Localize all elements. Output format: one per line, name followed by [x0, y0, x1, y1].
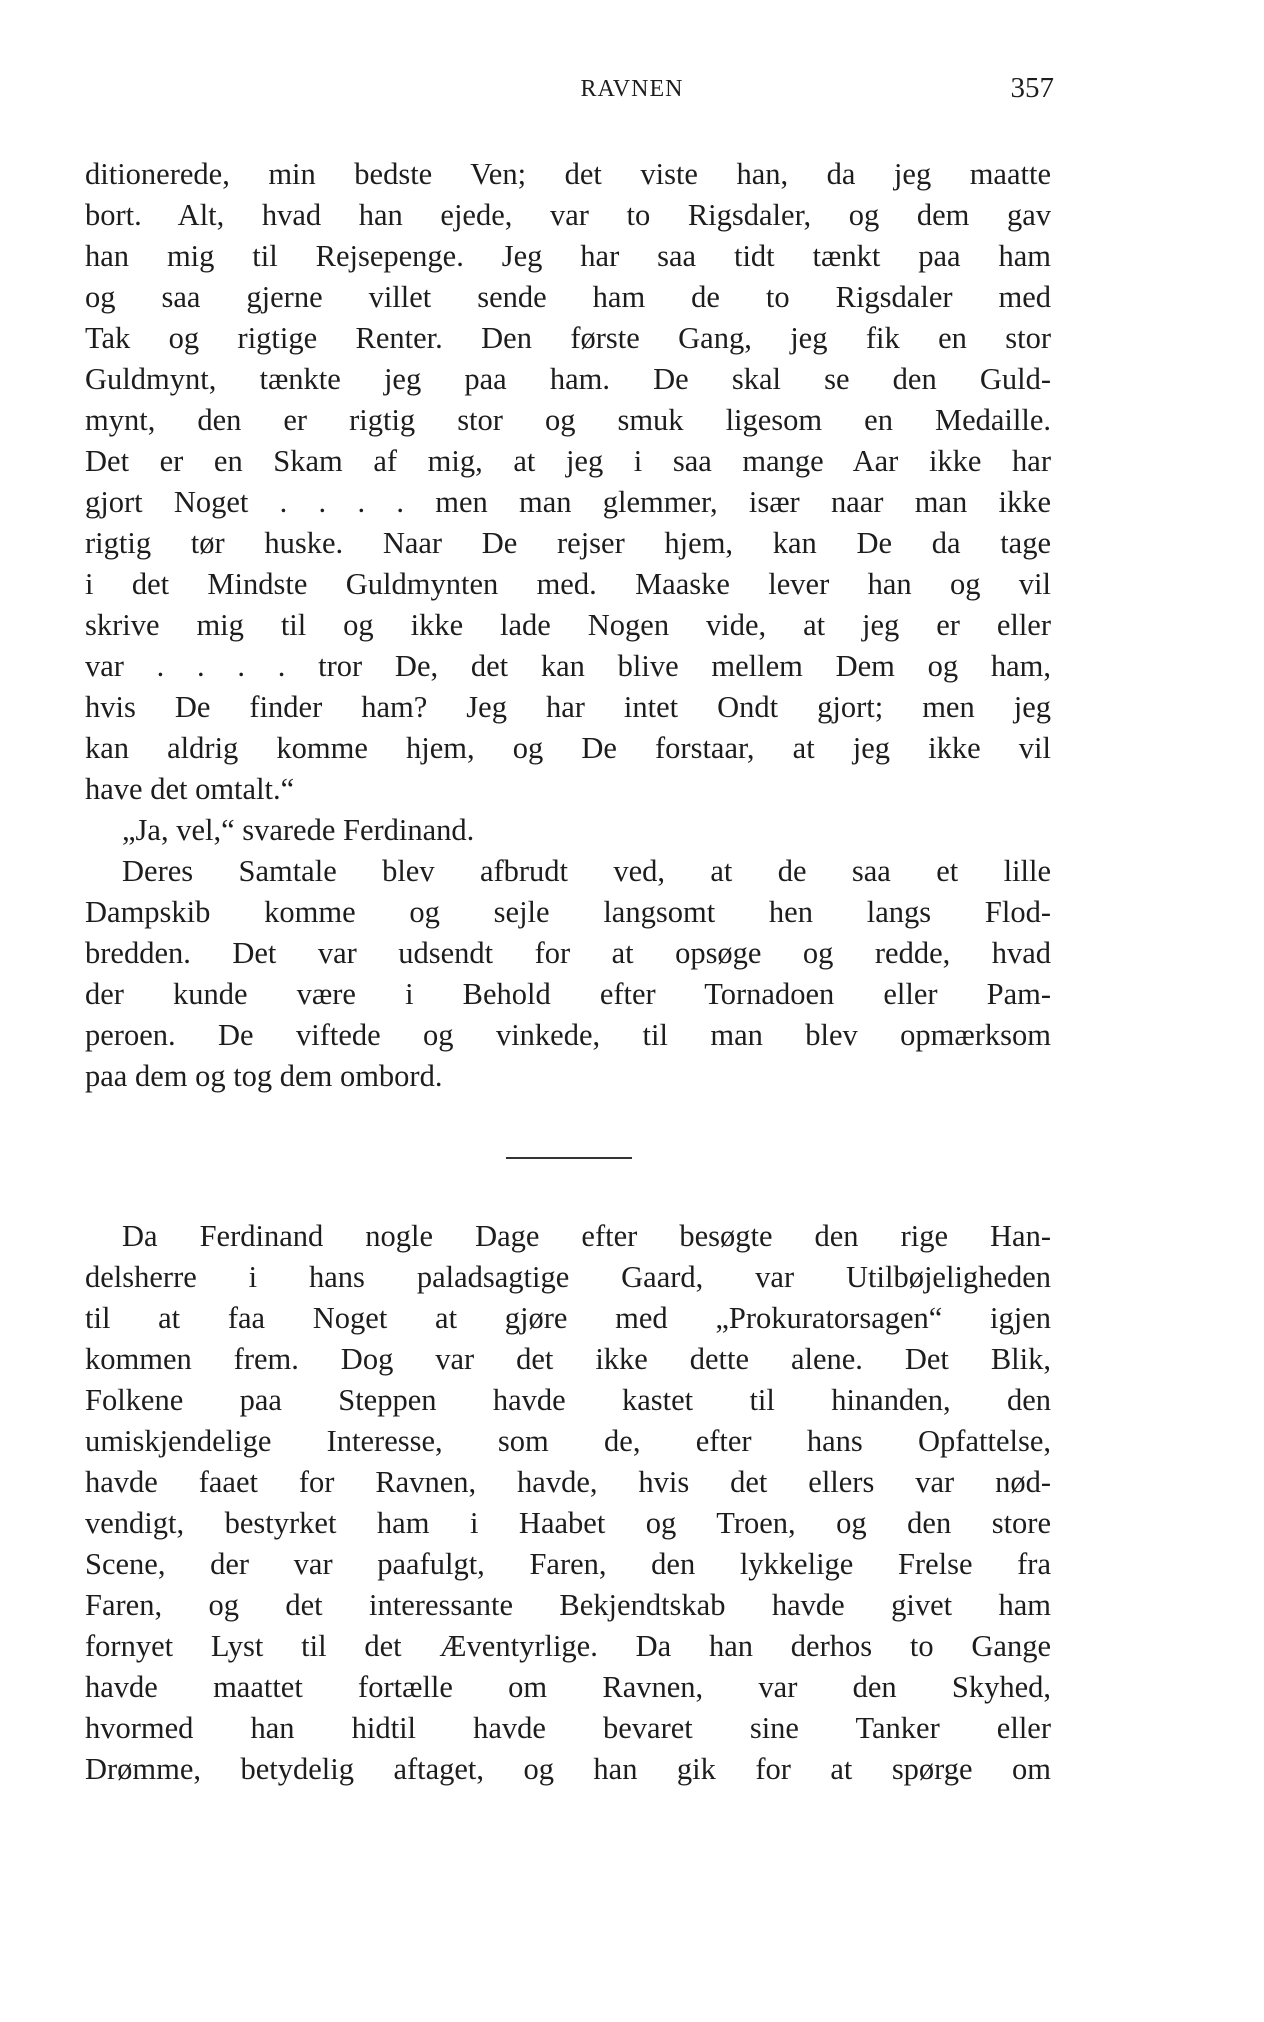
text-line: rigtig tør huske. Naar De rejser hjem, kan De da tage [85, 526, 1051, 560]
text-line: Scene, der var paafulgt, Faren, den lykkelige Frelse fra [85, 1547, 1051, 1581]
text-line: Tak og rigtige Renter. Den første Gang, jeg fik en stor [85, 321, 1051, 355]
text-line: der kunde være i Behold efter Tornadoen eller Pam- [85, 977, 1051, 1011]
text-line: var . . . . tror De, det kan blive mellem Dem og ham, [85, 649, 1051, 683]
text-line: vendigt, bestyrket ham i Haabet og Troen, og den store [85, 1506, 1051, 1540]
text-line: Deres Samtale blev afbrudt ved, at de saa et lille [122, 854, 1051, 888]
text-line: umiskjendelige Interesse, som de, efter hans Opfattelse, [85, 1424, 1051, 1458]
text-line: han mig til Rejsepenge. Jeg har saa tidt tænkt paa ham [85, 239, 1051, 273]
text-line: „Ja, vel,“ svarede Ferdinand. [122, 813, 475, 847]
text-line: i det Mindste Guldmynten med. Maaske lever han og vil [85, 567, 1051, 601]
text-line: Da Ferdinand nogle Dage efter besøgte den rige Han- [122, 1219, 1051, 1253]
text-line: Dampskib komme og sejle langsomt hen langs Flod- [85, 895, 1051, 929]
section-divider [506, 1157, 632, 1159]
text-line: Faren, og det interessante Bekjendtskab havde givet ham [85, 1588, 1051, 1622]
text-line: paa dem og tog dem ombord. [85, 1059, 443, 1093]
text-block-continuation [85, 154, 1051, 1097]
text-line: delsherre i hans paladsagtige Gaard, var Utilbøjeligheden [85, 1260, 1051, 1294]
text-line: til at faa Noget at gjøre med „Prokuratorsagen“ igjen [85, 1301, 1051, 1335]
text-line: Det er en Skam af mig, at jeg i saa mange Aar ikke har [85, 444, 1051, 478]
text-line: hvormed han hidtil havde bevaret sine Tanker eller [85, 1711, 1051, 1745]
text-line: mynt, den er rigtig stor og smuk ligesom en Medaille. [85, 403, 1051, 437]
text-line: bredden. Det var udsendt for at opsøge og redde, hvad [85, 936, 1051, 970]
text-line: gjort Noget . . . . men man glemmer, især naar man ikke [85, 485, 1051, 519]
text-line: hvis De finder ham? Jeg har intet Ondt gjort; men jeg [85, 690, 1051, 724]
text-line: have det omtalt.“ [85, 772, 295, 806]
text-block-new-section [85, 1216, 1051, 1790]
text-line: havde maattet fortælle om Ravnen, var den Skyhed, [85, 1670, 1051, 1704]
text-line: peroen. De viftede og vinkede, til man blev opmærksom [85, 1018, 1051, 1052]
text-line: og saa gjerne villet sende ham de to Rigsdaler med [85, 280, 1051, 314]
text-line: kommen frem. Dog var det ikke dette alene. Det Blik, [85, 1342, 1051, 1376]
text-line: Drømme, betydelig aftaget, og han gik for at spørge om [85, 1752, 1051, 1786]
text-line: skrive mig til og ikke lade Nogen vide, at jeg er eller [85, 608, 1051, 642]
running-head [0, 72, 1264, 108]
text-line: havde faaet for Ravnen, havde, hvis det ellers var nød- [85, 1465, 1051, 1499]
page-number: 357 [1010, 72, 1054, 104]
text-line: ditionerede, min bedste Ven; det viste han, da jeg maatte [85, 157, 1051, 191]
text-line: Folkene paa Steppen havde kastet til hinanden, den [85, 1383, 1051, 1417]
text-line: kan aldrig komme hjem, og De forstaar, at jeg ikke vil [85, 731, 1051, 765]
text-line: Guldmynt, tænkte jeg paa ham. De skal se den Guld- [85, 362, 1051, 396]
running-title: RAVNEN [580, 76, 684, 102]
text-line: bort. Alt, hvad han ejede, var to Rigsdaler, og dem gav [85, 198, 1051, 232]
text-line: fornyet Lyst til det Æventyrlige. Da han derhos to Gange [85, 1629, 1051, 1663]
